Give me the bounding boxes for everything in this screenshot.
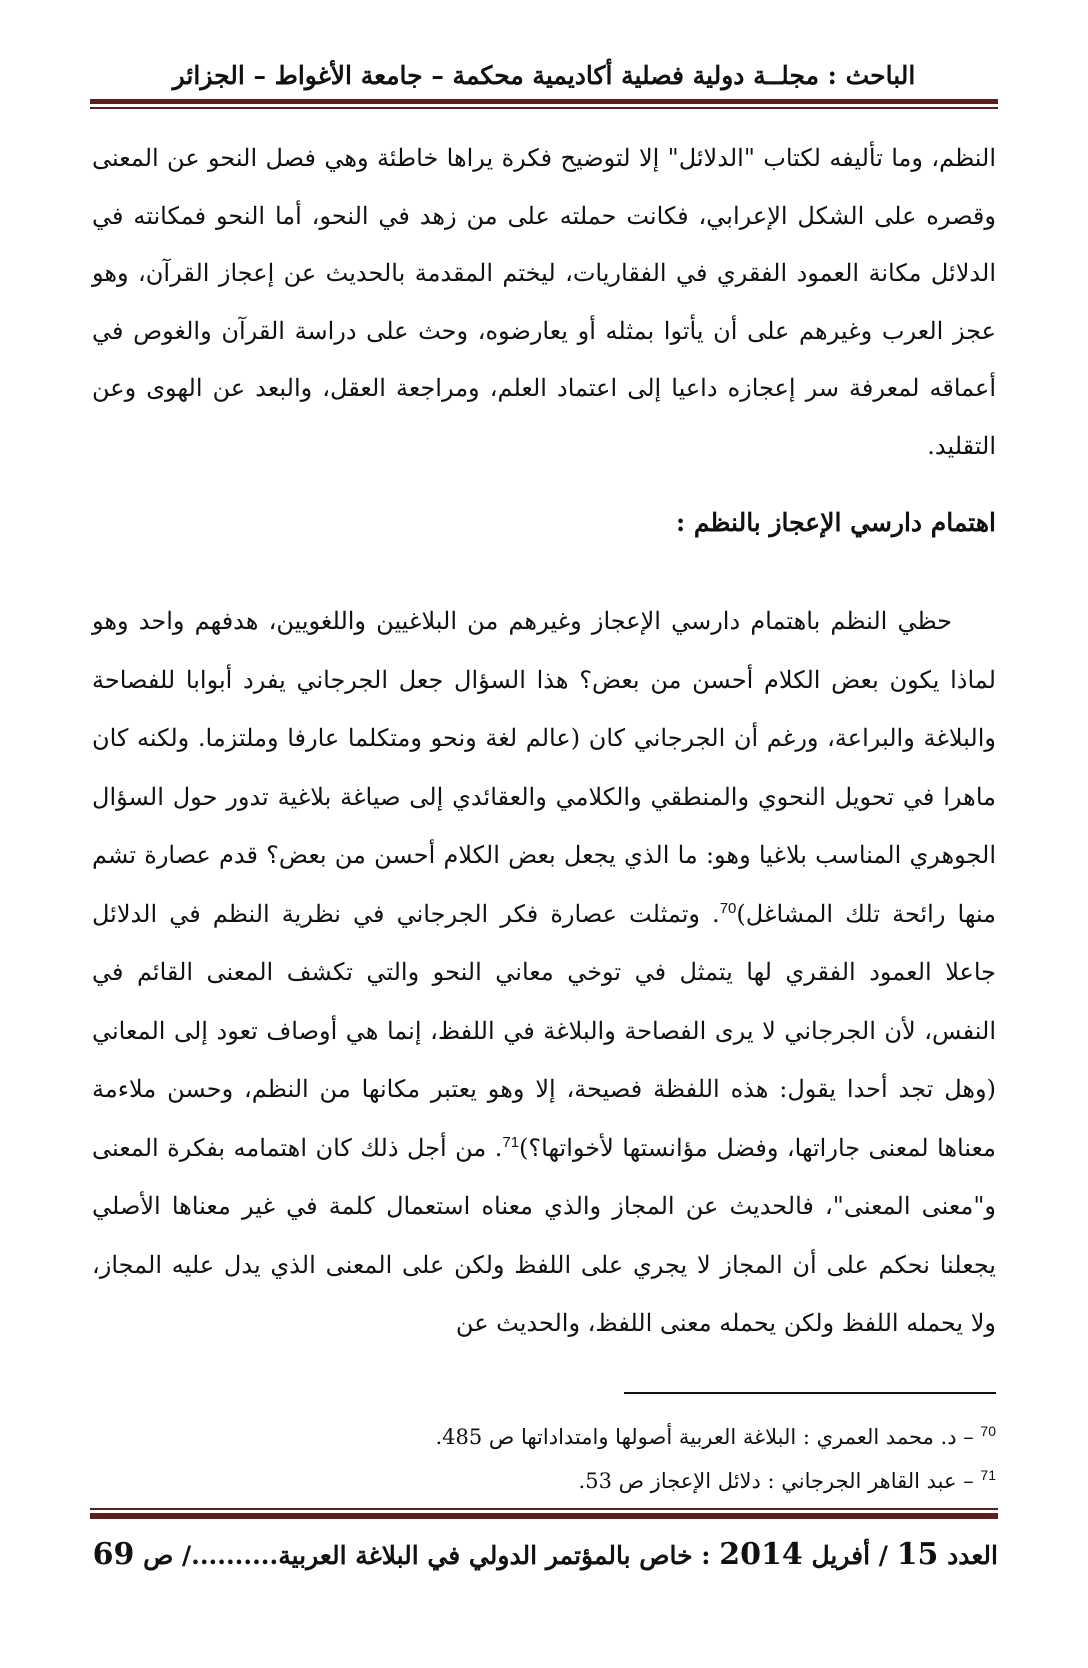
issue-month: أفريل [811, 1541, 871, 1570]
paragraph-1: النظم، وما تأليفه لكتاب "الدلائل" إلا لتوضيح فكرة يراها خاطئة وهي فصل النحو عن المعنى وقصره على الشكل الإعرابي، فكانت حملته على من زهد في النحو، أما النحو فمكانته في الدلائل مكانة العمود الفقري في الفقاريات، ليختم المقدمة بالحديث عن إعجاز القرآن، وهو عجز العرب وغيرهم على أن يأتوا بمثله أو يعارضوه، وحث على دراسة القرآن والغوص في أعماقه لمعرفة سر إعجازه داعيا إلى اعتماد العلم، ومراجعة العقل، والبعد عن الهوى وعن التقليد. [92, 144, 996, 460]
footer-separator: / [878, 1541, 888, 1570]
page-number: 69 [92, 1537, 135, 1572]
page-footer [90, 1533, 998, 1578]
footnote-71 [300, 1459, 996, 1503]
header-rule-thick [90, 99, 998, 104]
footnote-ref-71[interactable]: 71 [502, 1133, 520, 1151]
issue-year: 2014 [719, 1537, 803, 1572]
running-header: الباحث : مجلــة دولية فصلية أكاديمية محكمة – جامعة الأغواط – الجزائر [172, 61, 916, 90]
paragraph-2-part-b: . وتمثلت عصارة فكر الجرجاني في نظرية النظم في الدلائل جاعلا العمود الفقري لها يتمثل في توخي معاني النحو والتي تكشف المعنى القائم في النفس، لأن الجرجاني لا يرى الفصاحة والبلاغة في اللفظ، إنما هي أوصاف تعود إلى المعاني (وهل تجد أحدا يقول: هذه اللفظة فصيحة، إلا وهو يعتبر مكانها من النظم، وحسن ملاءمة معناها لمعنى جاراتها، وفضل مؤانستها لأخواتها؟) [92, 899, 996, 1162]
issue-label: العدد [947, 1541, 998, 1570]
footnote-number: 70 [980, 1423, 996, 1439]
paragraph-2 [92, 592, 996, 1353]
paragraph-2-part-c: . من أجل ذلك كان اهتمامه بفكرة المعنى و"معنى المعنى"، فالحديث عن المجاز والذي معناه استعمال كلمة في غير معناها الأصلي يجعلنا نحكم على أن المجاز لا يجري على اللفظ ولكن على المعنى الذي يدل عليه المجاز، ولا يحمله اللفظ ولكن يحمله معنى اللفظ، والحديث عن [92, 1133, 996, 1337]
footnote-separator [624, 1392, 996, 1394]
issue-number: 15 [896, 1537, 939, 1572]
special-issue-label: : خاص بالمؤتمر الدولي في البلاغة العربية........../ ص [143, 1541, 711, 1570]
header-rule-thin [90, 107, 998, 109]
footnotes [300, 1415, 996, 1503]
footnote-ref-70[interactable]: 70 [719, 899, 737, 917]
footer-rule-thick [90, 1513, 998, 1519]
paragraph-2-part-a: حظي النظم باهتمام دارسي الإعجاز وغيرهم من البلاغيين واللغويين، هدفهم واحد وهو لماذا يكون بعض الكلام أحسن من بعض؟ هذا السؤال جعل الجرجاني يفرد أبوابا للفصاحة والبلاغة والبراعة، ورغم أن الجرجاني كان (عالم لغة ونحو ومتكلما عارفا وملتزما. ولكنه كان ماهرا في تحويل النحوي والمنطقي والكلامي والعقائدي إلى صياغة بلاغية تدور حول السؤال الجوهري المناسب بلاغيا وهو: ما الذي يجعل بعض الكلام أحسن من بعض؟ قدم عصارة تشم منها رائحة تلك المشاغل) [92, 607, 996, 928]
section-heading: اهتمام دارسي الإعجاز بالنظم : [675, 508, 996, 537]
footnote-text: – عبد القاهر الجرجاني : دلائل الإعجاز ص 53. [578, 1469, 974, 1493]
footer-rule-thin [90, 1508, 998, 1510]
footnote-number: 71 [980, 1467, 996, 1483]
footnote-70 [300, 1415, 996, 1459]
footnote-text: – د. محمد العمري : البلاغة العربية أصولها وامتداداتها ص 485. [435, 1425, 974, 1449]
